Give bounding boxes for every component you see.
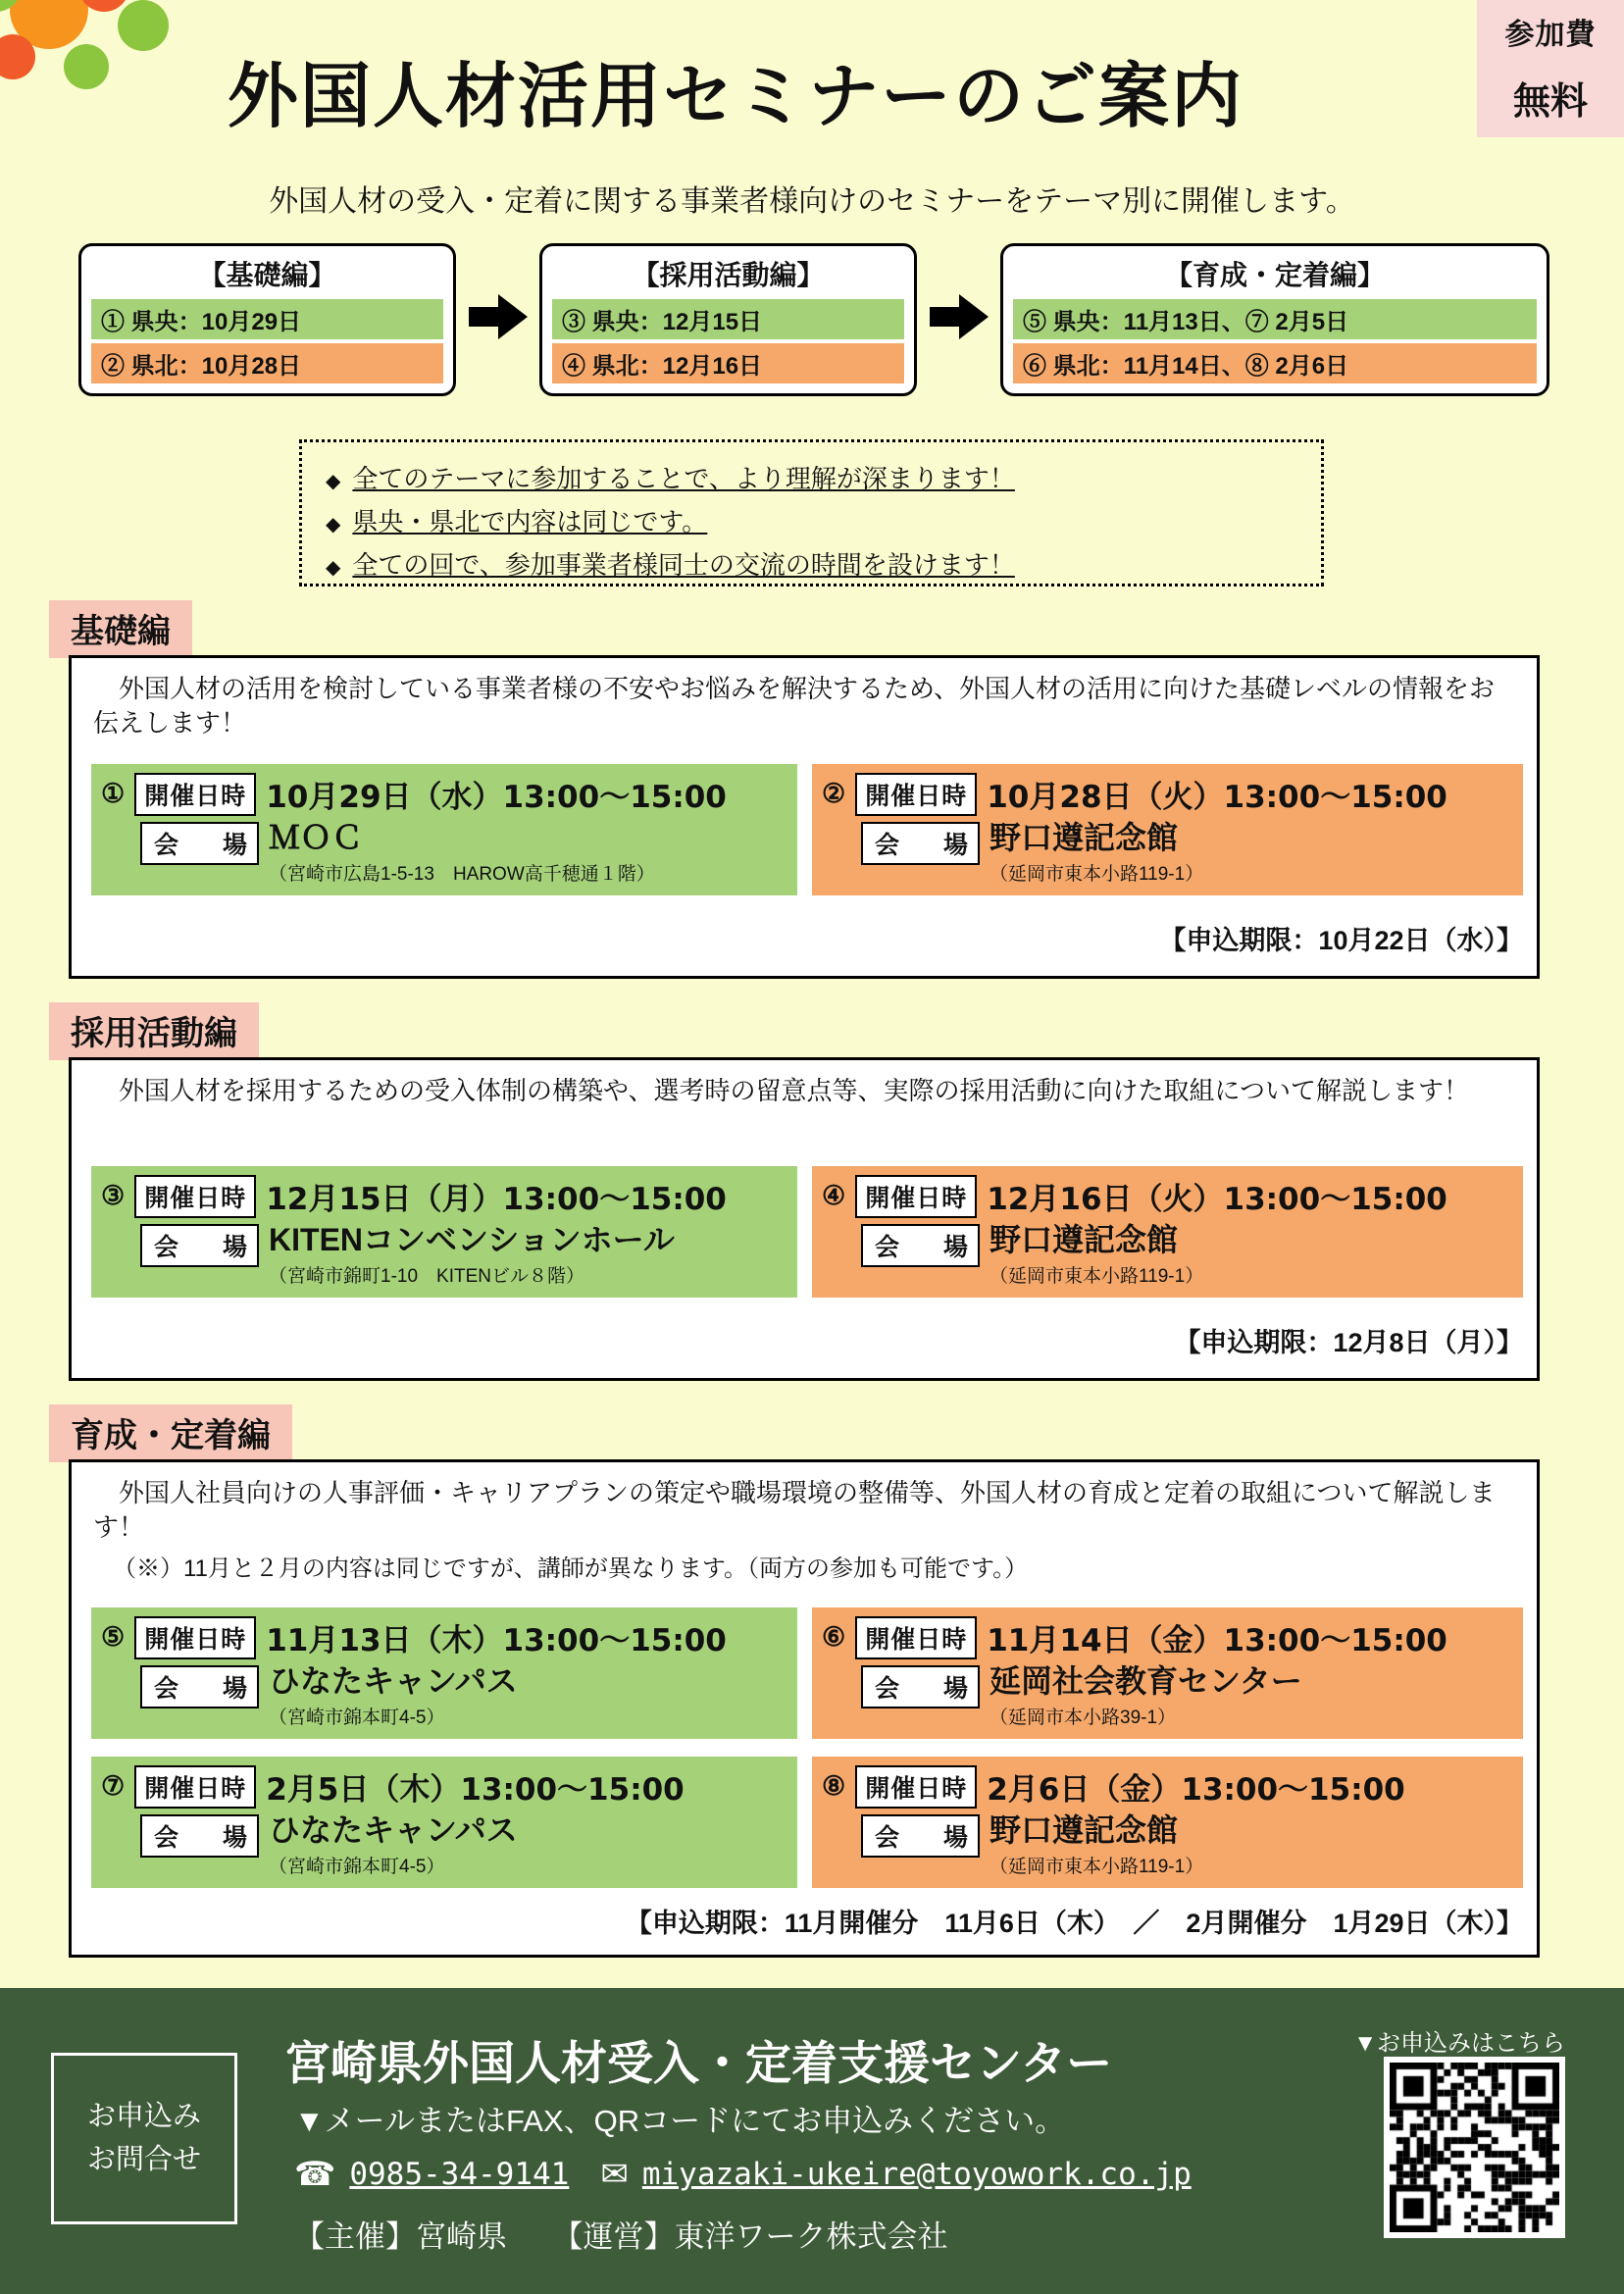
date-label: 開催日時 <box>855 1616 977 1659</box>
venue-address: （延岡市東本小路119-1） <box>990 863 1204 885</box>
venue-name: 野口遵記念館 <box>990 1222 1179 1257</box>
diamond-icon: ◆ <box>326 471 341 492</box>
flow-row: ⑤ 県央：11月13日、⑦ 2月5日 <box>1013 299 1537 339</box>
application-deadline: 【申込期限：12月8日（月）】 <box>1174 1328 1523 1357</box>
session-card-7 <box>91 1757 797 1888</box>
flow-row: ② 県北：10月28日 <box>91 343 443 383</box>
venue-name: KITENコンベンションホール <box>269 1222 675 1257</box>
page-title: 外国人材活用セミナーのご案内 <box>227 55 1243 137</box>
session-datetime: 12月15日（月）13:00〜15:00 <box>266 1182 727 1217</box>
note-item <box>326 502 1307 538</box>
organization-name: 宮崎県外国人材受入・定着支援センター <box>284 2037 1113 2089</box>
session-number: ① <box>101 779 126 808</box>
flow-box-develop <box>1000 243 1549 396</box>
session-datetime: 10月28日（火）13:00〜15:00 <box>987 780 1447 815</box>
section-tab-develop: 育成・定着編 <box>49 1404 292 1462</box>
session-number: ⑦ <box>101 1771 126 1801</box>
venue-name: 野口遵記念館 <box>990 1812 1179 1848</box>
session-datetime: 12月16日（火）13:00〜15:00 <box>987 1182 1447 1217</box>
application-method: ▼メールまたはFAX、QRコードにてお申込みください。 <box>294 2104 1066 2138</box>
venue-address: （延岡市東本小路119-1） <box>990 1265 1204 1287</box>
contact-box <box>51 2053 237 2224</box>
contact-box-line1: お申込み <box>86 2101 201 2132</box>
venue-name: ひなたキャンパス <box>269 1812 518 1848</box>
flow-row: ③ 県央：12月15日 <box>552 299 904 339</box>
diamond-icon: ◆ <box>326 557 341 579</box>
venue-address: （延岡市東本小路119-1） <box>990 1856 1204 1877</box>
flow-box-title: 【育成・定着編】 <box>1164 260 1385 290</box>
session-card-1 <box>91 764 797 895</box>
venue-address: （宮崎市広島1-5-13 HAROW高千穂通１階） <box>269 863 655 885</box>
venue-label: 会 場 <box>140 822 259 865</box>
session-datetime: 11月14日（金）13:00〜15:00 <box>987 1623 1447 1658</box>
fee-value: 無料 <box>1512 81 1588 123</box>
note-item <box>326 545 1307 582</box>
venue-label: 会 場 <box>140 1665 259 1708</box>
session-card-6 <box>812 1607 1523 1739</box>
email-address[interactable]: miyazaki-ukeire@toyowork.co.jp <box>641 2157 1192 2192</box>
session-number: ③ <box>101 1181 126 1210</box>
venue-label: 会 場 <box>861 1814 980 1858</box>
arrow-right-icon <box>930 294 989 339</box>
arrow-right-icon <box>469 294 528 339</box>
venue-label: 会 場 <box>861 1665 980 1708</box>
flow-row: ① 県央：10月29日 <box>91 299 443 339</box>
section-body-recruit <box>69 1057 1540 1381</box>
phone-icon: ☎ <box>294 2156 336 2193</box>
session-number: ⑥ <box>822 1622 846 1652</box>
host-operator: 【主催】宮崎県 【運営】東洋ワーク株式会社 <box>294 2219 948 2254</box>
qr-label: ▼お申込みはこちら <box>1353 2030 1565 2057</box>
notes-box <box>299 439 1324 586</box>
phone-number[interactable]: 0985-34-9141 <box>349 2157 570 2192</box>
diamond-icon: ◆ <box>326 514 341 535</box>
venue-label: 会 場 <box>140 1224 259 1267</box>
venue-name: ひなたキャンパス <box>269 1663 518 1699</box>
venue-address: （延岡市本小路39-1） <box>990 1707 1177 1728</box>
flow-box-recruit <box>539 243 917 396</box>
section-tab-recruit: 採用活動編 <box>49 1002 259 1060</box>
flow-box-basic <box>78 243 456 396</box>
contact-box-line2: お問合せ <box>86 2143 201 2175</box>
session-card-4 <box>812 1166 1523 1298</box>
session-number: ⑧ <box>822 1771 846 1801</box>
footer <box>0 1988 1624 2294</box>
mail-icon: ✉ <box>600 2156 629 2193</box>
section-body-develop <box>69 1459 1540 1958</box>
date-label: 開催日時 <box>855 1175 977 1218</box>
venue-address: （宮崎市錦町1-10 KITENビル８階） <box>269 1265 584 1287</box>
session-number: ② <box>822 779 846 808</box>
fee-label: 参加費 <box>1504 19 1597 51</box>
venue-label: 会 場 <box>861 1224 980 1267</box>
session-number: ⑤ <box>101 1622 126 1652</box>
page-subtitle: 外国人材の受入・定着に関する事業者様向けのセミナーをテーマ別に開催します。 <box>269 185 1355 218</box>
session-datetime: 2月5日（木）13:00〜15:00 <box>266 1772 685 1808</box>
session-card-2 <box>812 764 1523 895</box>
session-card-8 <box>812 1757 1523 1888</box>
date-label: 開催日時 <box>134 773 256 816</box>
date-label: 開催日時 <box>855 1765 977 1809</box>
flow-row: ④ 県北：12月16日 <box>552 343 904 383</box>
section-description: 外国人材の活用を検討している事業者様の不安やお悩みを解決するため、外国人材の活用に向けた基礎レベルの情報をお伝えします！ <box>93 674 1495 739</box>
section-tab-basic: 基礎編 <box>49 600 192 658</box>
fee-badge <box>1477 0 1624 137</box>
date-label: 開催日時 <box>134 1616 256 1659</box>
session-datetime: 10月29日（水）13:00〜15:00 <box>266 780 727 815</box>
session-card-5 <box>91 1607 797 1739</box>
date-label: 開催日時 <box>134 1175 256 1218</box>
session-datetime: 11月13日（木）13:00〜15:00 <box>266 1623 727 1658</box>
venue-address: （宮崎市錦本町4-5） <box>269 1707 445 1728</box>
session-card-3 <box>91 1166 797 1298</box>
venue-name: ＭＯＣ <box>269 820 364 855</box>
date-label: 開催日時 <box>855 773 977 816</box>
application-deadline: 【申込期限：11月開催分 11月6日（木） ／ 2月開催分 1月29日（木）】 <box>625 1909 1523 1938</box>
venue-label: 会 場 <box>861 822 980 865</box>
venue-address: （宮崎市錦本町4-5） <box>269 1856 445 1877</box>
flow-diagram <box>78 243 1549 400</box>
flow-box-title: 【採用活動編】 <box>632 260 825 290</box>
contact-row <box>294 2155 1192 2194</box>
venue-name: 延岡社会教育センター <box>990 1663 1302 1699</box>
venue-label: 会 場 <box>140 1814 259 1858</box>
note-item <box>326 459 1307 495</box>
date-label: 開催日時 <box>134 1765 256 1809</box>
session-number: ④ <box>822 1181 846 1210</box>
note-text: 全てのテーマに参加することで、より理解が深まります！ <box>352 464 1015 493</box>
venue-name: 野口遵記念館 <box>990 820 1179 855</box>
section-note: （※）11月と２月の内容は同じですが、講師が異なります。（両方の参加も可能です。） <box>113 1555 1029 1583</box>
session-datetime: 2月6日（金）13:00〜15:00 <box>987 1772 1405 1808</box>
qr-code[interactable] <box>1384 2057 1565 2238</box>
note-text: 全ての回で、参加事業者様同士の交流の時間を設けます！ <box>352 550 1015 580</box>
section-body-basic <box>69 655 1540 979</box>
flow-box-title: 【基礎編】 <box>198 260 336 290</box>
section-description: 外国人社員向けの人事評価・キャリアプランの策定や職場環境の整備等、外国人材の育成と定着の取組について解説します！ <box>93 1478 1496 1543</box>
note-text: 県央・県北で内容は同じです。 <box>352 507 708 536</box>
application-deadline: 【申込期限：10月22日（水）】 <box>1159 926 1523 955</box>
section-description: 外国人材を採用するための受入体制の構築や、選考時の留意点等、実際の採用活動に向けた取組について解説します！ <box>119 1076 1469 1105</box>
flow-row: ⑥ 県北：11月14日、⑧ 2月6日 <box>1013 343 1537 383</box>
